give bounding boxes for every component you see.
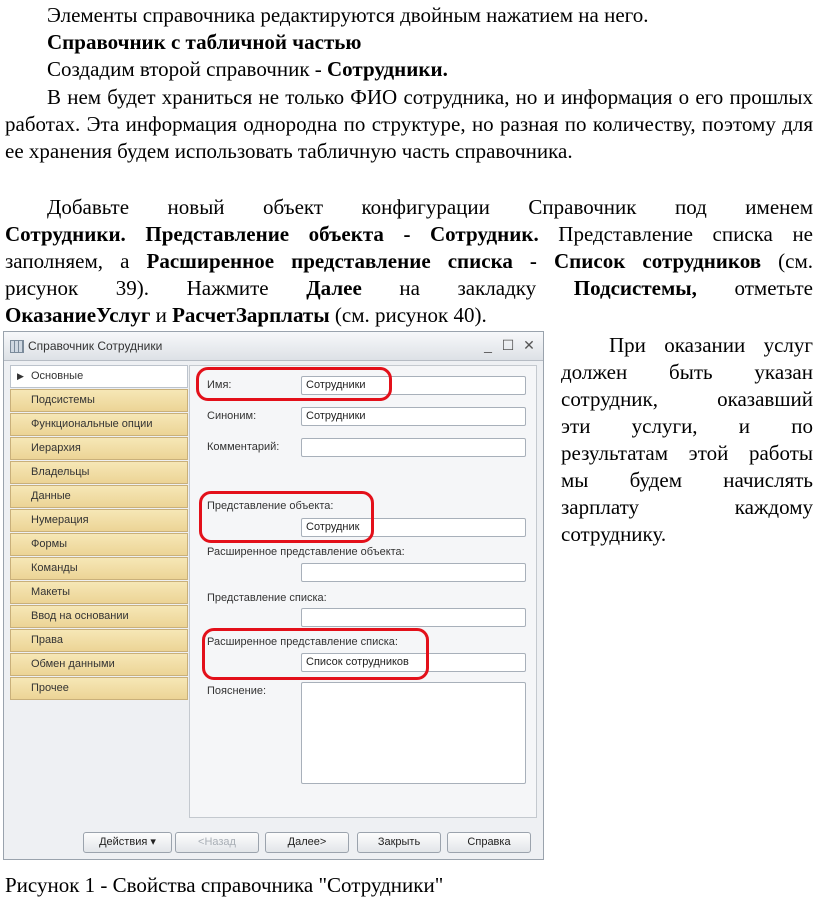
sidebar-item-input-on-basis[interactable]: Ввод на основании <box>10 605 188 628</box>
paragraph-4-line-2: Сотрудники. Представление объекта - Сотрудник. Представление списка не <box>5 222 813 246</box>
sidebar-item-other[interactable]: Прочее <box>10 677 188 700</box>
sidebar <box>10 365 188 701</box>
side-line: сотрудник, оказавший <box>561 387 813 411</box>
close-icon[interactable]: ✕ <box>523 337 535 353</box>
extended-list-representation-label: Расширенное представление списка: <box>207 636 398 648</box>
side-line: При оказании услуг <box>609 333 813 357</box>
paragraph-2: Создадим второй справочник - Сотрудники. <box>47 57 448 81</box>
synonym-label: Синоним: <box>207 410 257 422</box>
side-line: сотруднику. <box>561 522 667 546</box>
sidebar-item-data[interactable]: Данные <box>10 485 188 508</box>
name-field[interactable]: Сотрудники <box>301 376 526 395</box>
explanation-field[interactable] <box>301 682 526 784</box>
side-line: мы будем начислять <box>561 468 813 492</box>
maximize-icon[interactable]: ☐ <box>501 337 515 353</box>
side-line: эти услуги, и по <box>561 414 813 438</box>
list-representation-label: Представление списка: <box>207 592 327 604</box>
side-line: результатам этой работы <box>561 441 813 465</box>
sidebar-item-data-exchange[interactable]: Обмен данными <box>10 653 188 676</box>
synonym-field[interactable]: Сотрудники <box>301 407 526 426</box>
sidebar-item-owners[interactable]: Владельцы <box>10 461 188 484</box>
extended-object-representation-field[interactable] <box>301 563 526 582</box>
paragraph-1: Элементы справочника редактируются двойным нажатием на него. <box>47 3 649 27</box>
sidebar-item-subsystems[interactable]: Подсистемы <box>10 389 188 412</box>
sidebar-item-templates[interactable]: Макеты <box>10 581 188 604</box>
extended-object-representation-label: Расширенное представление объекта: <box>207 546 405 558</box>
caret-right-icon: ▶ <box>17 371 24 381</box>
sidebar-item-main[interactable]: ▶ Основные <box>10 365 188 388</box>
side-line: зарплату каждому <box>561 495 813 519</box>
dialog-titlebar[interactable] <box>4 332 543 361</box>
list-representation-field[interactable] <box>301 608 526 627</box>
comment-field[interactable] <box>301 438 526 457</box>
paragraph-3: В нем будет храниться не только ФИО сотрудника, но и информация о его прошлых работах. Эта информация однородна по структуре, но разная по количеству, поэтому для ее хранения будем использовать табличную часть справочника. <box>5 85 813 163</box>
highlight-object-representation <box>199 491 374 543</box>
comment-label: Комментарий: <box>207 441 280 453</box>
object-representation-label: Представление объекта: <box>207 500 334 512</box>
paragraph-4-line-3: заполняем, а Расширенное представление списка - Список сотрудников (см. <box>5 249 813 273</box>
section-heading: Справочник с табличной частью <box>47 30 362 54</box>
back-button[interactable]: <Назад <box>175 832 259 853</box>
highlight-name <box>196 367 392 401</box>
sidebar-item-hierarchy[interactable]: Иерархия <box>10 437 188 460</box>
sidebar-item-functional-options[interactable]: Функциональные опции <box>10 413 188 436</box>
help-button[interactable]: Справка <box>447 832 531 853</box>
sidebar-item-numbering[interactable]: Нумерация <box>10 509 188 532</box>
sidebar-item-rights[interactable]: Права <box>10 629 188 652</box>
figure-caption: Рисунок 1 - Свойства справочника "Сотрудники" <box>5 873 444 897</box>
next-button[interactable]: Далее> <box>265 832 349 853</box>
explanation-label: Пояснение: <box>207 685 267 697</box>
catalog-icon <box>10 340 24 353</box>
properties-pane <box>189 365 537 818</box>
actions-button[interactable]: Действия ▾ <box>83 832 172 853</box>
side-line: должен быть указан <box>561 360 813 384</box>
extended-list-representation-field[interactable]: Список сотрудников <box>301 653 526 672</box>
paragraph-4-line-4: рисунок 39). Нажмите Далее на закладку Подсистемы, отметьте <box>5 276 813 300</box>
paragraph-4-line-1: Добавьте новый объект конфигурации Справочник под именем <box>47 195 813 219</box>
side-text <box>561 332 813 548</box>
close-button[interactable]: Закрыть <box>357 832 441 853</box>
minimize-icon[interactable]: _ <box>484 337 492 353</box>
catalog-properties-dialog <box>3 331 544 860</box>
name-label: Имя: <box>207 379 232 391</box>
sidebar-item-forms[interactable]: Формы <box>10 533 188 556</box>
sidebar-item-commands[interactable]: Команды <box>10 557 188 580</box>
dropdown-arrow-icon: ▾ <box>150 836 156 848</box>
paragraph-4-line-5: ОказаниеУслуг и РасчетЗарплаты (см. рисунок 40). <box>5 303 487 327</box>
dialog-title: Справочник Сотрудники <box>28 339 163 353</box>
object-representation-field[interactable]: Сотрудник <box>301 518 526 537</box>
highlight-extended-list-representation <box>202 628 429 680</box>
